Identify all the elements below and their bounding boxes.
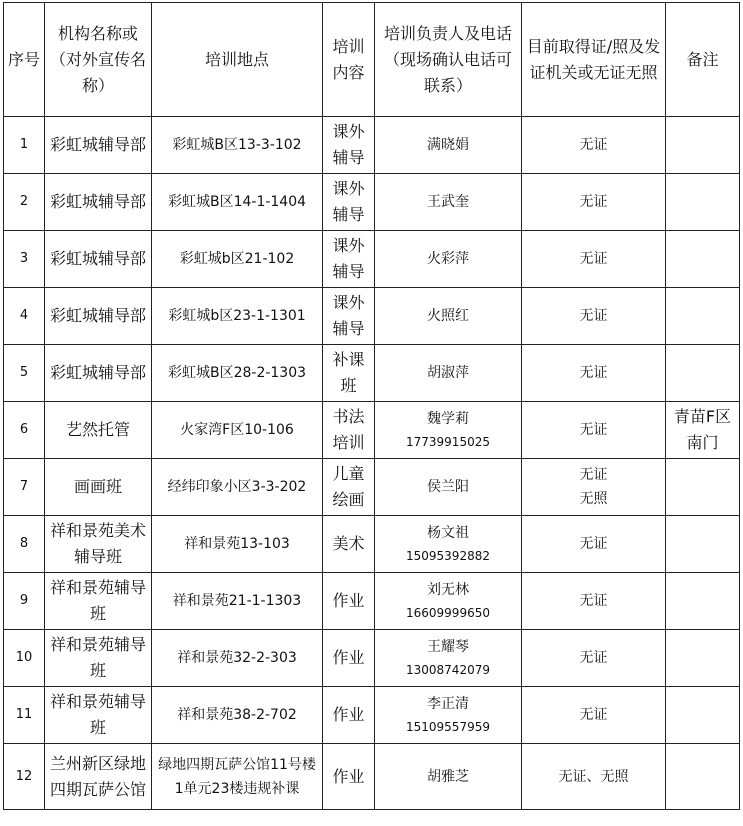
cell-org: 艺然托管 <box>45 402 152 459</box>
cell-contact <box>375 117 522 174</box>
cell-org: 祥和景苑辅导班 <box>45 630 152 687</box>
cell-content: 作业 <box>323 630 375 687</box>
cell-content: 课外辅导 <box>323 117 375 174</box>
person-name: 满晓娟 <box>427 137 469 153</box>
cell-remark <box>666 630 740 687</box>
cell-location: 彩虹城B区14-1-1404 <box>152 174 323 231</box>
cell-content: 书法培训 <box>323 402 375 459</box>
cell-contact <box>375 687 522 744</box>
cell-license: 无证 <box>522 117 666 174</box>
person-phone: 17739915025 <box>406 435 490 449</box>
cell-location: 彩虹城b区23-1-1301 <box>152 288 323 345</box>
cell-remark <box>666 687 740 744</box>
cell-no: 6 <box>4 402 45 459</box>
table-row <box>4 687 740 744</box>
cell-content: 课外辅导 <box>323 288 375 345</box>
cell-location: 祥和景苑32-2-303 <box>152 630 323 687</box>
cell-org: 彩虹城辅导部 <box>45 174 152 231</box>
cell-location: 彩虹城B区13-3-102 <box>152 117 323 174</box>
table-row <box>4 174 740 231</box>
person-name: 侯兰阳 <box>427 479 469 495</box>
cell-contact <box>375 231 522 288</box>
cell-license: 无证、无照 <box>522 744 666 810</box>
person-name: 火照红 <box>427 308 469 324</box>
person-name: 魏学莉 <box>427 411 469 427</box>
person-name: 胡淑萍 <box>427 365 469 381</box>
cell-no: 9 <box>4 573 45 630</box>
cell-org: 彩虹城辅导部 <box>45 288 152 345</box>
cell-license: 无证 <box>522 174 666 231</box>
cell-location: 祥和景苑13-103 <box>152 516 323 573</box>
cell-license: 无证 <box>522 516 666 573</box>
cell-content: 作业 <box>323 573 375 630</box>
person-name: 王武奎 <box>427 194 469 210</box>
cell-license: 无证 <box>522 573 666 630</box>
header-location: 培训地点 <box>152 3 323 117</box>
cell-org: 祥和景苑辅导班 <box>45 573 152 630</box>
header-content: 培训内容 <box>323 3 375 117</box>
cell-remark <box>666 174 740 231</box>
cell-content: 课外辅导 <box>323 174 375 231</box>
cell-contact <box>375 573 522 630</box>
table-row <box>4 345 740 402</box>
cell-license: 无证 <box>522 288 666 345</box>
cell-org: 彩虹城辅导部 <box>45 117 152 174</box>
cell-contact <box>375 516 522 573</box>
person-name: 李正清 <box>427 696 469 712</box>
header-org: 机构名称或（对外宣传名称） <box>45 3 152 117</box>
cell-remark <box>666 345 740 402</box>
cell-no: 3 <box>4 231 45 288</box>
cell-no: 2 <box>4 174 45 231</box>
cell-no: 8 <box>4 516 45 573</box>
person-phone: 13008742079 <box>406 663 490 677</box>
cell-license: 无证 <box>522 402 666 459</box>
cell-no: 5 <box>4 345 45 402</box>
table-row <box>4 288 740 345</box>
table-row <box>4 573 740 630</box>
cell-no: 7 <box>4 459 45 516</box>
cell-no: 4 <box>4 288 45 345</box>
header-remark: 备注 <box>666 3 740 117</box>
cell-org: 祥和景苑辅导班 <box>45 687 152 744</box>
cell-remark <box>666 744 740 810</box>
header-row <box>4 3 740 117</box>
cell-remark <box>666 516 740 573</box>
cell-remark <box>666 459 740 516</box>
cell-location: 火家湾F区10-106 <box>152 402 323 459</box>
table-row <box>4 744 740 810</box>
cell-contact <box>375 288 522 345</box>
cell-contact <box>375 744 522 810</box>
person-name: 胡雅芝 <box>427 768 469 785</box>
person-phone: 15095392882 <box>406 549 490 563</box>
header-contact: 培训负责人及电话（现场确认电话可联系） <box>375 3 522 117</box>
table-row <box>4 459 740 516</box>
cell-remark: 青苗F区南门 <box>666 402 740 459</box>
person-name: 火彩萍 <box>427 251 469 267</box>
cell-remark <box>666 231 740 288</box>
person-name: 王耀琴 <box>427 639 469 655</box>
cell-org: 兰州新区绿地四期瓦萨公馆 <box>45 744 152 810</box>
cell-no: 10 <box>4 630 45 687</box>
cell-content: 课外辅导 <box>323 231 375 288</box>
cell-license: 无证 <box>522 231 666 288</box>
table-row <box>4 231 740 288</box>
cell-content: 儿童绘画 <box>323 459 375 516</box>
table-row <box>4 516 740 573</box>
table-body <box>4 117 740 810</box>
table-row <box>4 117 740 174</box>
cell-location: 彩虹城b区21-102 <box>152 231 323 288</box>
cell-location: 经纬印象小区3-3-202 <box>152 459 323 516</box>
cell-license: 无证 <box>522 630 666 687</box>
person-name: 刘无林 <box>427 582 469 598</box>
cell-contact <box>375 459 522 516</box>
person-phone: 16609999650 <box>406 606 490 620</box>
cell-org: 彩虹城辅导部 <box>45 345 152 402</box>
cell-org: 祥和景苑美术辅导班 <box>45 516 152 573</box>
cell-no: 1 <box>4 117 45 174</box>
person-name: 杨文祖 <box>427 525 469 541</box>
cell-remark <box>666 573 740 630</box>
cell-content: 作业 <box>323 744 375 810</box>
cell-location: 祥和景苑38-2-702 <box>152 687 323 744</box>
cell-no: 11 <box>4 687 45 744</box>
cell-license: 无证 <box>522 345 666 402</box>
cell-no: 12 <box>4 744 45 810</box>
cell-location: 绿地四期瓦萨公馆11号楼1单元23楼违规补课 <box>152 744 323 810</box>
cell-content: 作业 <box>323 687 375 744</box>
cell-org: 画画班 <box>45 459 152 516</box>
person-phone: 15109557959 <box>406 720 490 734</box>
header-no: 序号 <box>4 3 45 117</box>
cell-content: 美术 <box>323 516 375 573</box>
cell-remark <box>666 288 740 345</box>
cell-contact <box>375 174 522 231</box>
table-row <box>4 630 740 687</box>
cell-content: 补课班 <box>323 345 375 402</box>
cell-license: 无证 无照 <box>522 459 666 516</box>
cell-contact <box>375 402 522 459</box>
header-license: 目前取得证/照及发证机关或无证无照 <box>522 3 666 117</box>
cell-contact <box>375 630 522 687</box>
table-row <box>4 402 740 459</box>
training-institutions-table <box>3 2 740 810</box>
cell-contact <box>375 345 522 402</box>
cell-remark <box>666 117 740 174</box>
cell-location: 彩虹城B区28-2-1303 <box>152 345 323 402</box>
cell-location: 祥和景苑21-1-1303 <box>152 573 323 630</box>
cell-org: 彩虹城辅导部 <box>45 231 152 288</box>
cell-license: 无证 <box>522 687 666 744</box>
